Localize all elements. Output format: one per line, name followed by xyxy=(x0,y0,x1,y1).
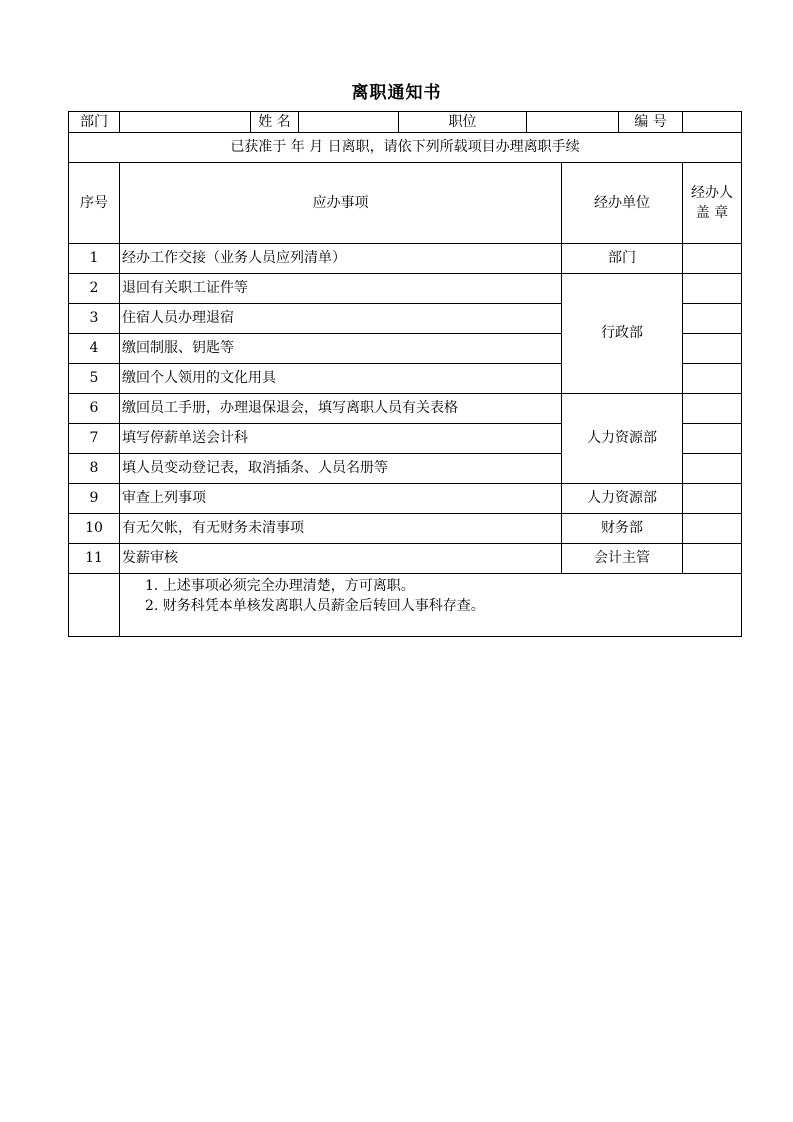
row-seq: 6 xyxy=(69,394,120,424)
name-label: 姓 名 xyxy=(251,112,299,133)
col-item-header: 应办事项 xyxy=(120,163,562,244)
row-unit: 行政部 xyxy=(562,274,683,394)
col-seq-header: 序号 xyxy=(69,163,120,244)
table-row xyxy=(69,274,742,304)
row-seq: 9 xyxy=(69,484,120,514)
row-seq: 4 xyxy=(69,334,120,364)
row-handler-cell[interactable] xyxy=(683,364,742,394)
row-item: 退回有关职工证件等 xyxy=(120,274,562,304)
col-unit-header: 经办单位 xyxy=(562,163,683,244)
table-row xyxy=(69,394,742,424)
notes-row xyxy=(69,574,742,637)
row-handler-cell[interactable] xyxy=(683,244,742,274)
table-row xyxy=(69,544,742,574)
dept-label: 部门 xyxy=(69,112,120,133)
row-unit: 人力资源部 xyxy=(562,484,683,514)
row-item: 住宿人员办理退宿 xyxy=(120,304,562,334)
row-unit: 部门 xyxy=(562,244,683,274)
note-item: 1. 上述事项必须完全办理清楚，方可离职。 xyxy=(145,578,415,594)
table-row xyxy=(69,484,742,514)
row-handler-cell[interactable] xyxy=(683,514,742,544)
row-seq: 11 xyxy=(69,544,120,574)
number-field[interactable] xyxy=(683,112,742,133)
row-unit: 会计主管 xyxy=(562,544,683,574)
row-handler-cell[interactable] xyxy=(683,394,742,424)
position-field[interactable] xyxy=(527,112,619,133)
row-seq: 8 xyxy=(69,454,120,484)
row-seq: 1 xyxy=(69,244,120,274)
row-seq: 3 xyxy=(69,304,120,334)
row-handler-cell[interactable] xyxy=(683,274,742,304)
row-handler-cell[interactable] xyxy=(683,334,742,364)
row-seq: 7 xyxy=(69,424,120,454)
row-item: 缴回制服、钥匙等 xyxy=(120,334,562,364)
row-handler-cell[interactable] xyxy=(683,304,742,334)
row-unit: 财务部 xyxy=(562,514,683,544)
row-item: 填写停薪单送会计科 xyxy=(120,424,562,454)
col-handler-line1: 经办人 xyxy=(691,185,733,201)
notice-row xyxy=(69,133,742,163)
column-header-row xyxy=(69,163,742,244)
row-item: 有无欠帐，有无财务未清事项 xyxy=(120,514,562,544)
row-seq: 10 xyxy=(69,514,120,544)
number-label: 编 号 xyxy=(619,112,683,133)
row-unit: 人力资源部 xyxy=(562,394,683,484)
row-item: 发薪审核 xyxy=(120,544,562,574)
row-item: 缴回员工手册，办理退保退会，填写离职人员有关表格 xyxy=(120,394,562,424)
note-item: 2. 财务科凭本单核发离职人员薪金后转回人事科存查。 xyxy=(145,598,485,614)
row-handler-cell[interactable] xyxy=(683,484,742,514)
row-item: 填人员变动登记表，取消插条、人员名册等 xyxy=(120,454,562,484)
row-seq: 5 xyxy=(69,364,120,394)
notice-text: 已获准于 年 月 日离职，请依下列所载项目办理离职手续 xyxy=(69,133,742,163)
col-handler-line2: 盖 章 xyxy=(695,205,729,221)
position-label: 职位 xyxy=(399,112,527,133)
row-item: 缴回个人领用的文化用具 xyxy=(120,364,562,394)
document-title: 离职通知书 xyxy=(351,83,442,103)
resignation-form-table xyxy=(68,111,742,637)
table-row xyxy=(69,514,742,544)
row-handler-cell[interactable] xyxy=(683,544,742,574)
notes-blank-cell xyxy=(69,574,120,637)
notes-cell xyxy=(120,574,742,637)
row-seq: 2 xyxy=(69,274,120,304)
row-handler-cell[interactable] xyxy=(683,424,742,454)
row-handler-cell[interactable] xyxy=(683,454,742,484)
row-item: 经办工作交接（业务人员应列清单） xyxy=(120,244,562,274)
col-handler-header xyxy=(683,163,742,244)
name-field[interactable] xyxy=(299,112,399,133)
table-row xyxy=(69,244,742,274)
row-item: 审查上列事项 xyxy=(120,484,562,514)
dept-field[interactable] xyxy=(120,112,251,133)
header-row xyxy=(69,112,742,133)
